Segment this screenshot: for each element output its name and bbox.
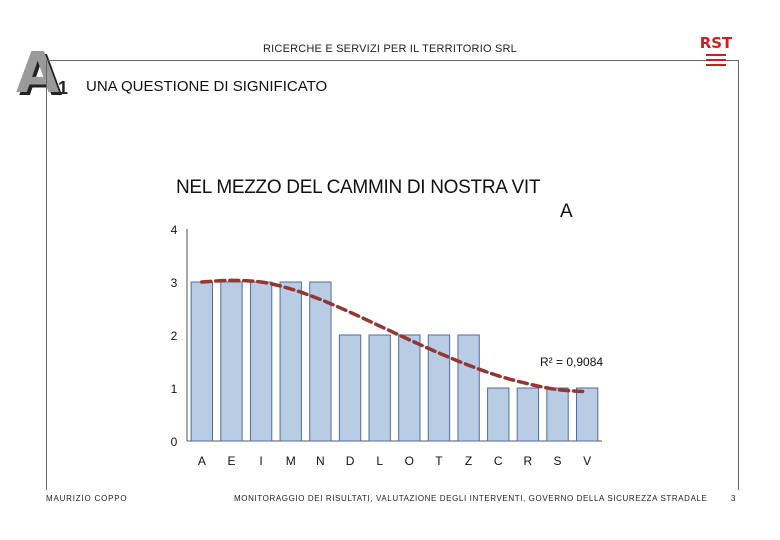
chart-bars [191,282,598,441]
x-tick-label: R [523,454,533,468]
x-tick-label: T [435,454,443,468]
bar [310,282,331,441]
bar [369,335,390,441]
section-title: UNA QUESTIONE DI SIGNIFICATO [86,78,328,95]
bar [458,335,479,441]
bar [517,388,538,441]
page-number: 3 [731,494,736,503]
x-tick-label: O [404,454,414,468]
x-tick-label: Z [464,454,473,468]
bar [547,388,568,441]
section-number: 1 [58,78,69,98]
x-tick-label: V [583,454,592,468]
y-tick-label: 0 [170,435,178,449]
x-tick-label: I [259,454,263,468]
bar [577,388,598,441]
bar [221,282,242,441]
x-tick-label: E [227,454,236,468]
bar [339,335,360,441]
chart-title-continuation: A [560,201,573,222]
x-tick-label: S [553,454,562,468]
x-tick-label: N [316,454,325,468]
chart-axes [187,229,602,441]
bar [250,282,271,441]
footer-subtitle: MONITORAGGIO DEI RISULTATI, VALUTAZIONE DEGLI INTERVENTI, GOVERNO DELLA SICUREZZA STRADALE [234,494,708,503]
organization-name: RICERCHE E SERVIZI PER IL TERRITORIO SRL [263,43,517,55]
y-tick-label: 2 [170,329,178,343]
x-tick-label: C [493,454,503,468]
x-tick-label: L [376,454,384,468]
logo-text: RST [700,34,732,52]
bar [488,388,509,441]
y-tick-label: 4 [170,223,178,237]
x-tick-label: D [345,454,355,468]
footer-author: MAURIZIO COPPO [46,494,128,503]
trendline-r2-label: R² = 0,9084 [540,355,604,369]
y-tick-label: 1 [170,382,178,396]
bar [280,282,301,441]
section-letter: A [16,41,60,106]
x-tick-label: A [197,454,206,468]
bar [399,335,420,441]
chart-title: NEL MEZZO DEL CAMMIN DI NOSTRA VIT [176,177,541,198]
bar [191,282,212,441]
y-tick-label: 3 [170,276,178,290]
x-tick-label: M [285,454,296,468]
